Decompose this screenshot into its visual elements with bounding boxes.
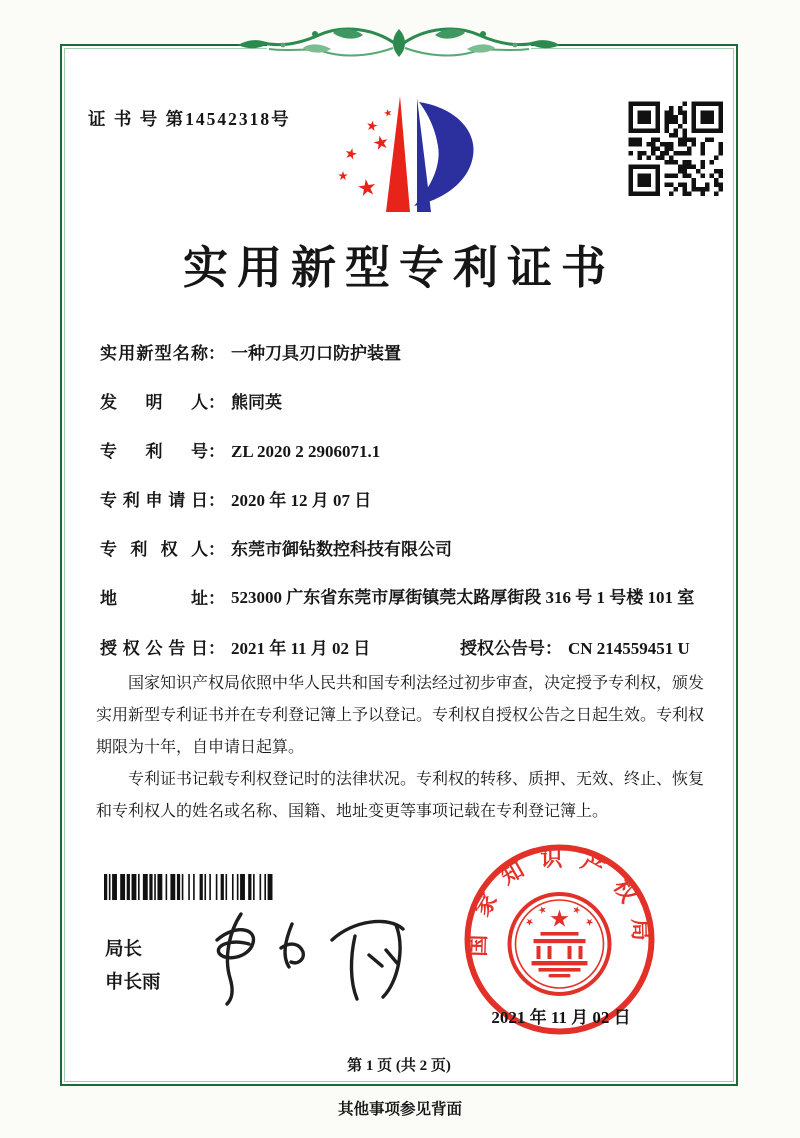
- field-colon: ：: [208, 589, 225, 608]
- field-colon: ：: [208, 442, 225, 461]
- field-colon: ：: [208, 639, 225, 658]
- field-row-address: [100, 584, 729, 612]
- field-label: 授权公告日: [100, 639, 208, 658]
- field-value: 一种刀具刃口防护装置: [231, 344, 401, 363]
- officer-name: 申长雨: [105, 973, 161, 993]
- field-label: 专利号: [100, 442, 208, 461]
- officer-block: [105, 934, 161, 1000]
- field-colon: ：: [208, 540, 225, 559]
- field-label: 地址: [100, 589, 208, 608]
- back-side-note: 其他事项参见背面: [337, 1101, 462, 1118]
- barcode-icon: [102, 874, 318, 900]
- legal-text: [96, 668, 714, 828]
- qr-code-icon: [627, 100, 727, 200]
- field-row-patent-number: [100, 437, 380, 462]
- field-row-grant-date: [100, 634, 370, 659]
- field-label: 专利权人: [100, 540, 208, 559]
- cnipa-logo-icon: [330, 92, 480, 220]
- seal-ring-text: 国家知识产权局: [465, 845, 654, 957]
- field-value: 东莞市御钻数控科技有限公司: [231, 540, 452, 559]
- field-row-name: [100, 339, 401, 364]
- certificate-title: 实用新型专利证书: [182, 243, 615, 293]
- field-value: 熊同英: [231, 393, 282, 412]
- field-label: 发明人: [100, 393, 208, 412]
- field-colon: ：: [545, 639, 562, 658]
- field-value: 2021 年 11 月 02 日: [231, 639, 371, 658]
- legal-paragraph-1: 国家知识产权局依照中华人民共和国专利法经过初步审查，决定授予专利权，颁发实用新型专利证书并在专利登记簿上予以登记。专利权自授权公告之日起生效。专利权期限为十年，自申请日起算。: [96, 675, 705, 756]
- field-value: CN 214559451 U: [568, 639, 690, 658]
- certificate-number: 证 书 号 第14542318号: [88, 109, 291, 129]
- field-value: 2020 年 12 月 07 日: [231, 491, 372, 510]
- field-colon: ：: [208, 344, 225, 363]
- field-value: 523000 广东省东莞市厚街镇莞太路厚街段 316 号 1 号楼 101 室: [231, 588, 695, 607]
- legal-paragraph-2: 专利证书记载专利权登记时的法律状况。专利权的转移、质押、无效、终止、恢复和专利权人的姓名或名称、国籍、地址变更等事项记载在专利登记簿上。: [96, 771, 705, 820]
- field-row-filing-date: [100, 486, 371, 511]
- field-row-inventor: [100, 388, 282, 413]
- officer-title: 局长: [105, 940, 143, 960]
- field-colon: ：: [208, 393, 225, 412]
- signature-icon: [197, 898, 417, 1013]
- border-ornament-icon: [229, 21, 569, 69]
- page-number: 第 1 页 (共 2 页): [347, 1058, 451, 1074]
- field-label: 专利申请日: [100, 491, 208, 510]
- field-row-grant-number: [460, 634, 690, 659]
- field-row-patentee: [100, 535, 452, 560]
- field-label: 授权公告号: [460, 639, 545, 658]
- field-label: 实用新型名称: [100, 344, 208, 363]
- seal-date: 2021 年 11 月 02 日: [491, 1008, 631, 1027]
- field-value: ZL 2020 2 2906071.1: [231, 442, 381, 461]
- field-colon: ：: [208, 491, 225, 510]
- certificate-border-frame: [60, 44, 738, 1086]
